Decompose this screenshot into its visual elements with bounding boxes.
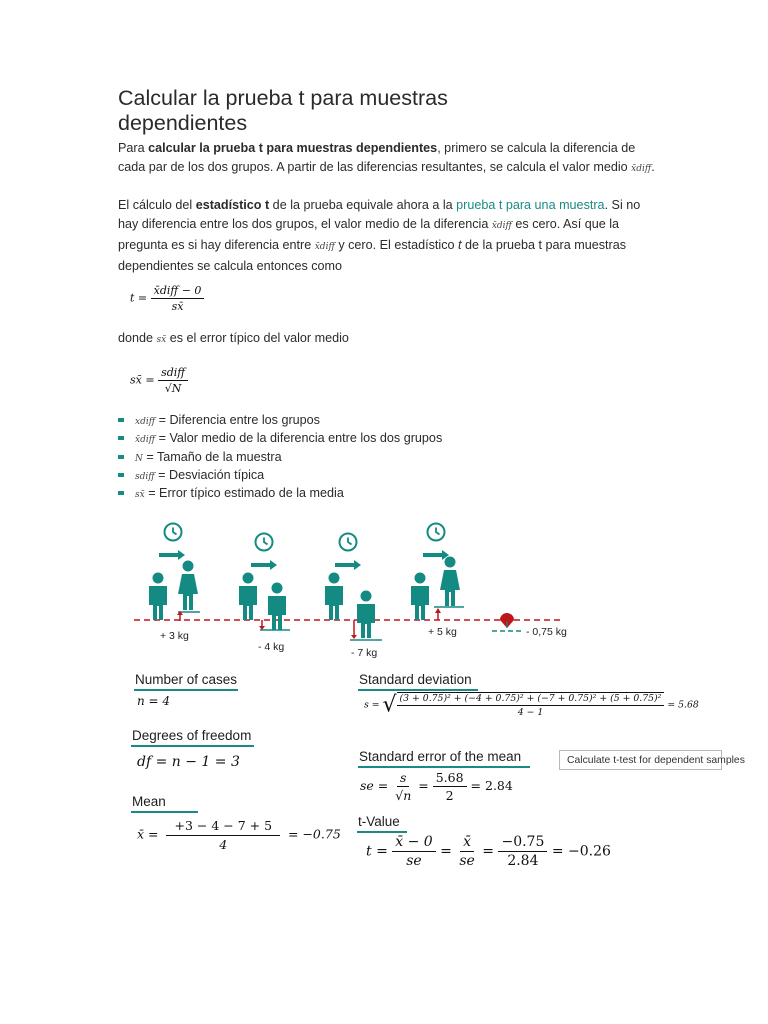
standard-deviation-heading: Standard deviation [359,672,472,687]
person-icon [178,561,198,611]
page-title: Calcular la prueba t para muestras dependientes [118,86,448,135]
pair-1-label: + 3 kg [160,630,189,642]
bullet-icon [118,418,124,422]
symbol-legend [118,412,442,503]
xdiff-mean-symbol: x̄diff [631,164,652,174]
pair-3-label: - 7 kg [351,647,378,659]
pair-2-label: - 4 kg [258,641,285,653]
degrees-of-freedom-heading: Degrees of freedom [132,728,252,743]
legend-item: sdiff = Desviación típica [118,467,442,485]
one-sample-t-test-link[interactable]: prueba t para una muestra [456,198,605,212]
person-icon [440,557,460,607]
clock-icon [165,524,182,541]
person-icon [268,583,286,631]
donde-line: donde sx̄ es el error típico del valor medio [118,331,349,345]
mean-heading: Mean [132,794,166,809]
statistic-paragraph: El cálculo del estadístico t de la prueba equivale ahora a la prueba t para una muestra. Si no hay diferencia entre los dos grupos, el valor medio de la diferencia x̄diff es cero. Así que la pregunta es si hay diferencia entre x̄diff y cero. El estadístico t de la prueba t para muestras dependientes se calcula entonces como [118,198,641,273]
person-icon [357,591,375,639]
standard-error-formula: sx̄ = $\frac{\text{sdiff}}{√N}$ [130,366,188,395]
pair-4-label: + 5 kg [428,626,457,638]
person-icon [149,573,167,621]
standard-error-formula: se = $\frac{s}{√n}$ = $\frac{5.68}{2}$ = 2.84 [360,770,513,803]
bullet-icon [118,473,124,477]
weight-change-illustration [120,520,590,665]
legend-item: N = Tamaño de la muestra [118,449,442,467]
bullet-icon [118,455,124,459]
arrow-right-icon [251,560,277,570]
t-value-heading: t-Value [358,814,400,829]
legend-item: x̄diff = Valor medio de la diferencia entre los dos grupos [118,430,442,448]
standard-deviation-formula: s = √ $\frac{\text{(3 + 0.75)² + (−4 + 0.75)² + (−7 + 0.75)² + (5 + 0.75)²}}{4 - 1}$ = 5.68 [364,692,699,718]
number-of-cases-heading: Number of cases [135,672,238,687]
arrow-right-icon [423,550,449,560]
standard-error-heading: Standard error of the mean [359,749,522,764]
intro-paragraph: Para calcular la prueba t para muestras dependientes, primero se calcula la diferencia de cada par de los dos grupos. A partir de las diferencias resultantes, se calcula el valor medio x̄diff. [118,141,655,174]
clock-icon [256,534,273,551]
mean-formula: x̄ = $\frac{+3 - 4 - 7 + 5}{4}$ = −0.75 [137,818,341,852]
bullet-icon [118,436,124,440]
legend-item: xdiff = Diferencia entre los grupos [118,412,442,430]
person-icon [411,573,429,621]
legend-item: sx̄ = Error típico estimado de la media [118,485,442,503]
clock-icon [340,534,357,551]
clock-icon [428,524,445,541]
arrow-right-icon [159,550,185,560]
mean-label: - 0,75 kg [526,626,567,638]
person-icon [239,573,257,621]
degrees-of-freedom-formula: df = n − 1 = 3 [137,754,240,770]
calculate-t-test-button[interactable]: Calculate t-test for dependent samples [559,750,722,770]
t-value-formula: t = $\frac{x̄ - 0}{se}$ = $\frac{x̄}{se}$ = $\frac{-0.75}{2.84}$ = −0.26 [366,834,611,869]
bullet-icon [118,491,124,495]
number-of-cases-formula: n = 4 [137,694,171,708]
person-icon [325,573,343,621]
arrow-right-icon [335,560,361,570]
t-formula: t = $\frac{\text{x̄diff − 0}}{sx̄}$ [130,284,204,313]
